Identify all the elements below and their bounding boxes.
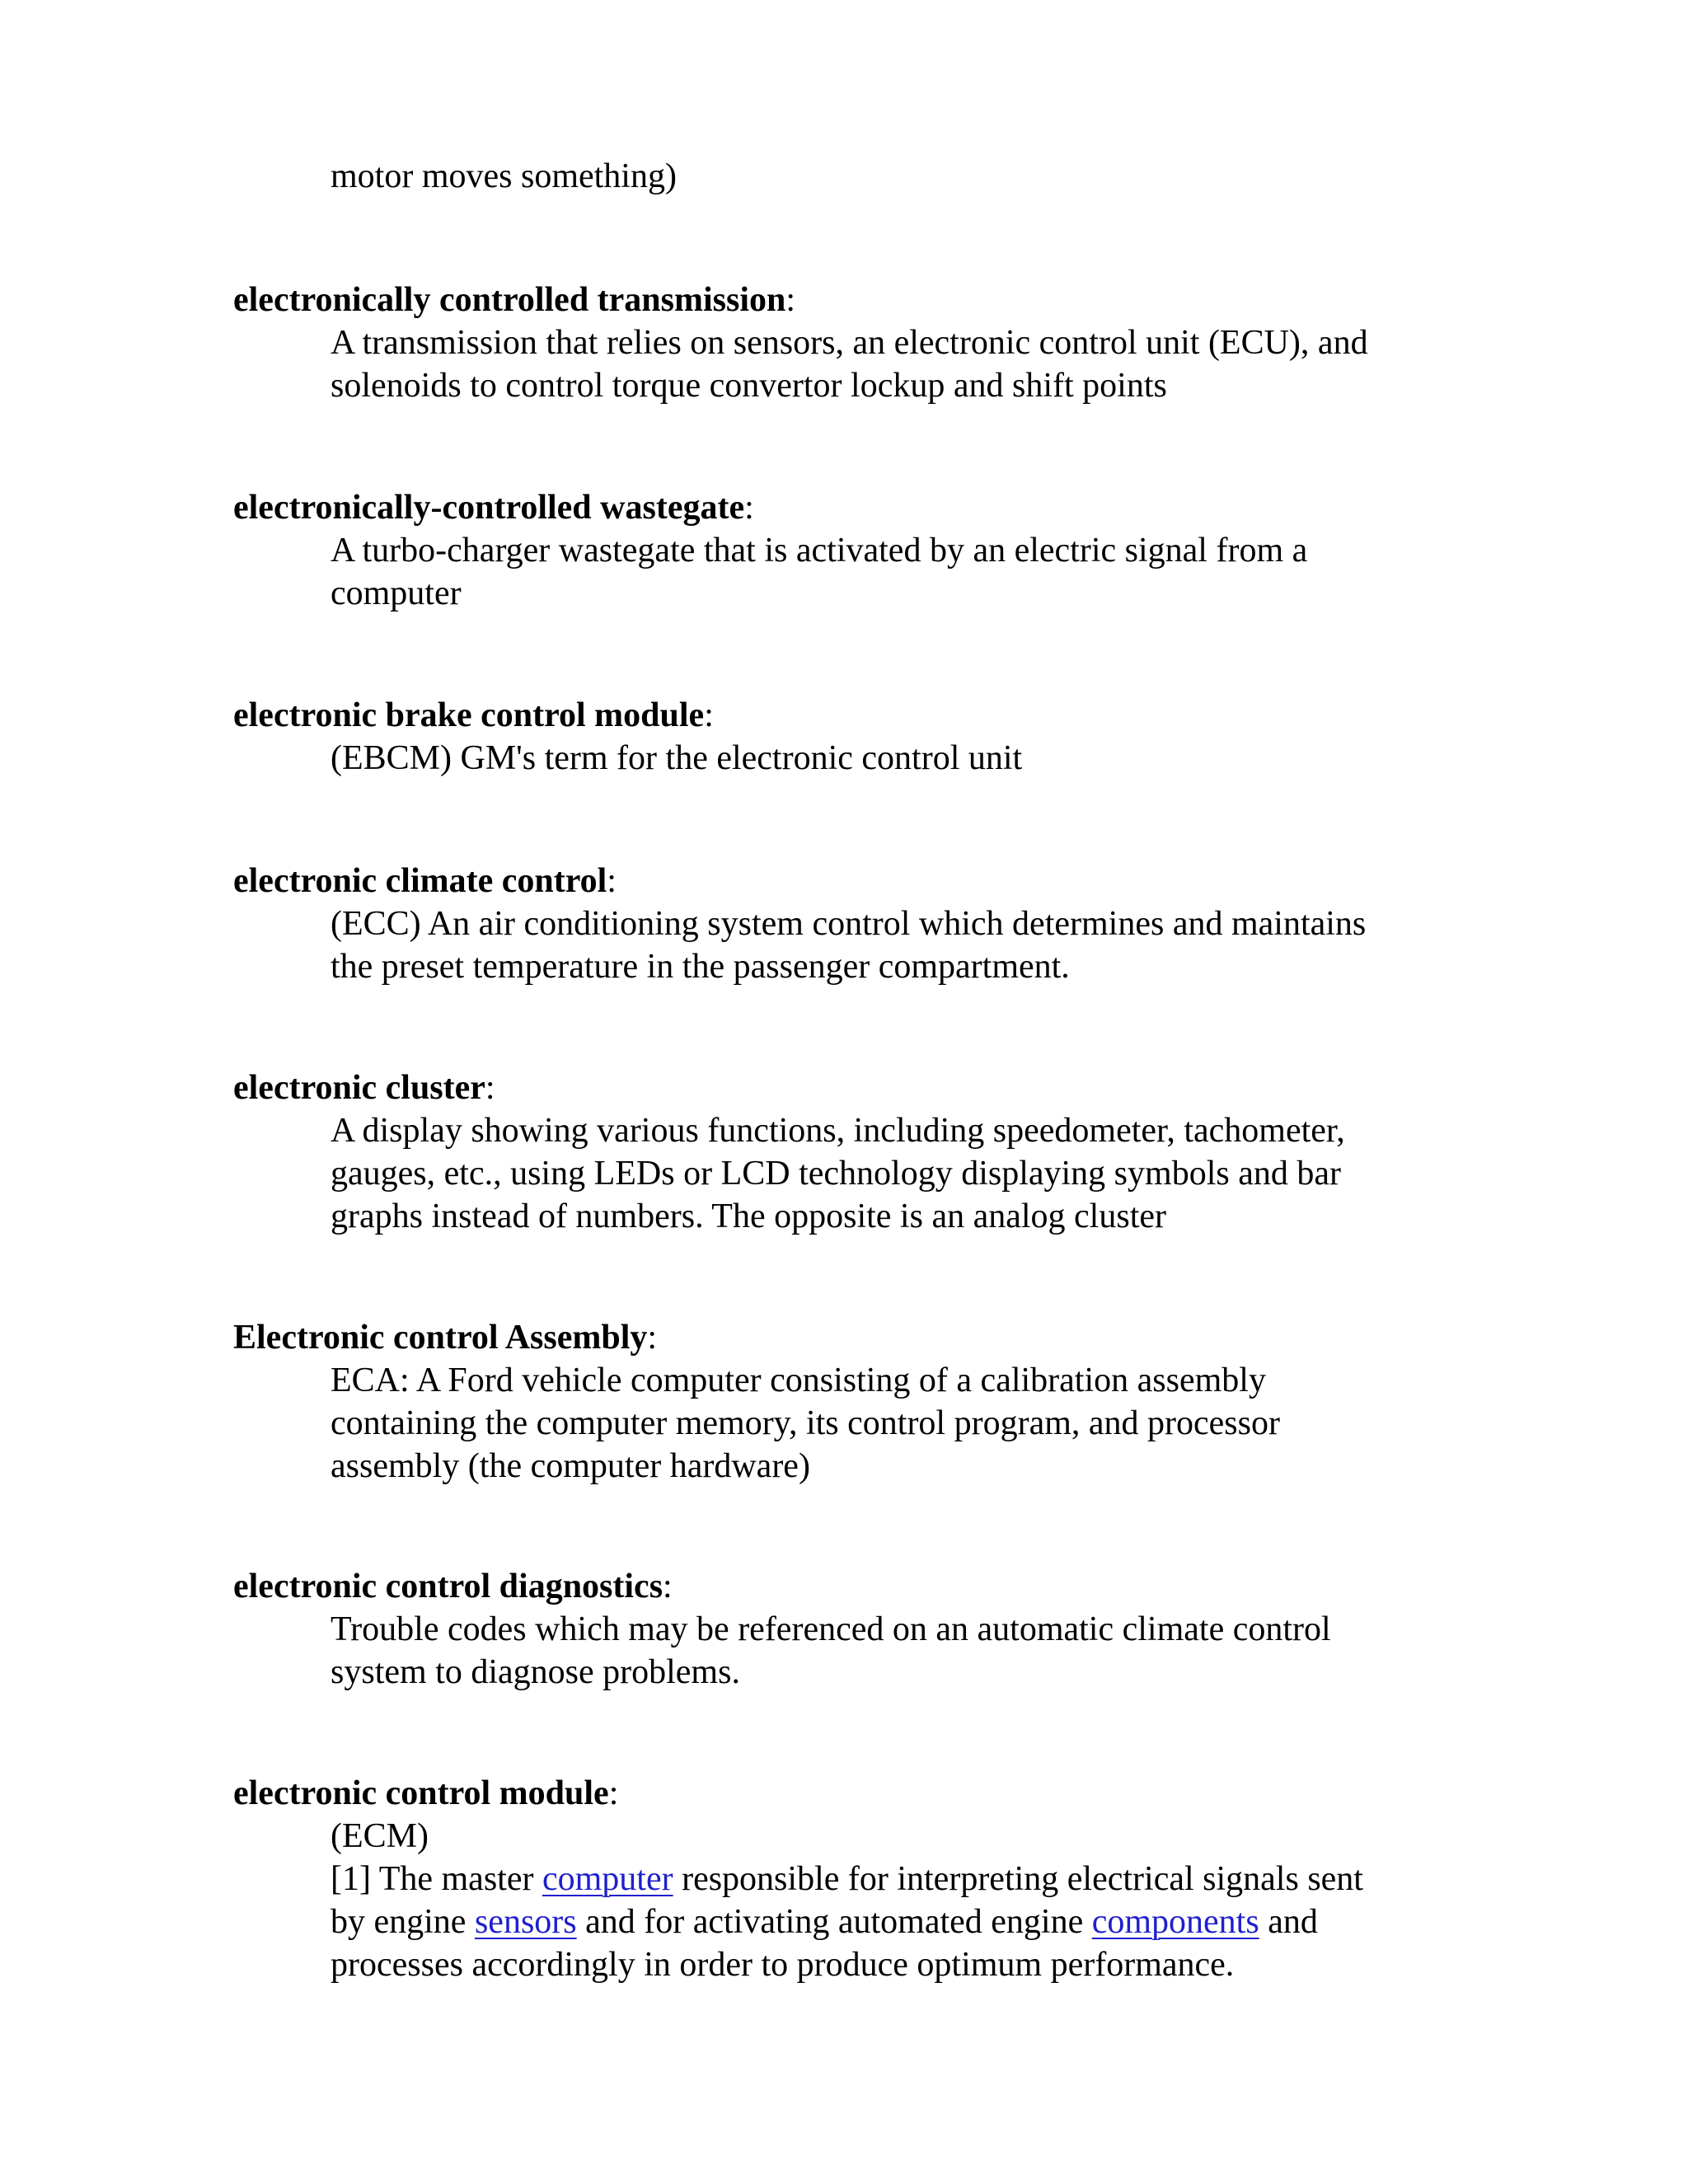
definition-line: computer xyxy=(331,574,462,612)
glossary-entry xyxy=(233,694,1470,780)
definition-text: and for activating automated engine xyxy=(576,1903,1092,1941)
continued-definition: motor moves something) xyxy=(331,157,677,195)
glossary-definition xyxy=(331,737,1468,780)
definition-line: A transmission that relies on sensors, an electronic control unit (ECU), and xyxy=(331,324,1368,362)
glossary-term xyxy=(233,1772,1470,1815)
term-text: electronic cluster xyxy=(233,1069,485,1107)
definition-line: the preset temperature in the passenger compartment. xyxy=(331,948,1070,986)
link-components[interactable]: components xyxy=(1091,1903,1259,1941)
definition-line xyxy=(331,1900,1468,1943)
definition-line: containing the computer memory, its control program, and processor xyxy=(331,1404,1280,1442)
glossary-entry xyxy=(233,1316,1470,1488)
term-colon: : xyxy=(663,1568,673,1605)
glossary-entry xyxy=(233,486,1470,615)
link-computer[interactable]: computer xyxy=(542,1860,673,1898)
term-text: electronic climate control xyxy=(233,862,607,900)
term-text: electronically controlled transmission xyxy=(233,281,786,319)
term-text: electronic control diagnostics xyxy=(233,1568,663,1605)
definition-text: and xyxy=(1259,1903,1318,1941)
glossary-definition xyxy=(331,902,1468,988)
definition-text: responsible for interpreting electrical signals sent xyxy=(673,1860,1363,1898)
glossary-entry xyxy=(233,279,1470,407)
definition-line: (EBCM) GM's term for the electronic control unit xyxy=(331,739,1023,777)
glossary-entry xyxy=(233,1565,1470,1694)
term-colon: : xyxy=(485,1069,495,1107)
definition-line: gauges, etc., using LEDs or LCD technology displaying symbols and bar xyxy=(331,1155,1341,1193)
definition-abbreviation: (ECM) xyxy=(331,1817,429,1855)
definition-line: processes accordingly in order to produce optimum performance. xyxy=(331,1946,1235,1984)
term-text: Electronic control Assembly xyxy=(233,1319,648,1357)
definition-line: A display showing various functions, including speedometer, tachometer, xyxy=(331,1112,1345,1150)
glossary-term xyxy=(233,860,1470,902)
definition-line xyxy=(331,1858,1468,1900)
glossary-term xyxy=(233,1066,1470,1109)
definition-line: (ECC) An air conditioning system control which determines and maintains xyxy=(331,905,1367,943)
glossary-definition xyxy=(331,1359,1468,1488)
term-colon: : xyxy=(704,696,714,734)
definition-line: graphs instead of numbers. The opposite is an analog cluster xyxy=(331,1197,1166,1235)
term-colon: : xyxy=(647,1319,658,1357)
glossary-entry xyxy=(233,1066,1470,1238)
term-text: electronic brake control module xyxy=(233,696,705,734)
glossary-entry xyxy=(233,860,1470,988)
glossary-term xyxy=(233,279,1470,321)
glossary-term xyxy=(233,694,1470,737)
term-colon: : xyxy=(608,1774,619,1812)
glossary-entry xyxy=(233,1772,1470,1986)
definition-line: A turbo-charger wastegate that is activated by an electric signal from a xyxy=(331,532,1308,569)
definition-line: system to diagnose problems. xyxy=(331,1653,740,1691)
link-sensors[interactable]: sensors xyxy=(474,1903,577,1941)
term-colon: : xyxy=(744,489,754,527)
glossary-term xyxy=(233,1565,1470,1608)
glossary-term xyxy=(233,1316,1470,1359)
glossary-term xyxy=(233,486,1470,529)
definition-line: Trouble codes which may be referenced on an automatic climate control xyxy=(331,1610,1331,1648)
term-colon: : xyxy=(785,281,796,319)
glossary-definition xyxy=(331,1815,1468,1986)
term-text: electronic control module xyxy=(233,1774,609,1812)
glossary-definition xyxy=(331,321,1468,407)
glossary-definition xyxy=(331,1608,1468,1694)
definition-line: assembly (the computer hardware) xyxy=(331,1447,810,1485)
definition-line: ECA: A Ford vehicle computer consisting of a calibration assembly xyxy=(331,1361,1266,1399)
definition-line: solenoids to control torque convertor lockup and shift points xyxy=(331,367,1167,405)
definition-text: [1] The master xyxy=(331,1860,542,1898)
glossary-definition xyxy=(331,529,1468,615)
definition-text: by engine xyxy=(331,1903,475,1941)
glossary-definition xyxy=(331,1109,1468,1238)
term-colon: : xyxy=(607,862,617,900)
term-text: electronically-controlled wastegate xyxy=(233,489,745,527)
